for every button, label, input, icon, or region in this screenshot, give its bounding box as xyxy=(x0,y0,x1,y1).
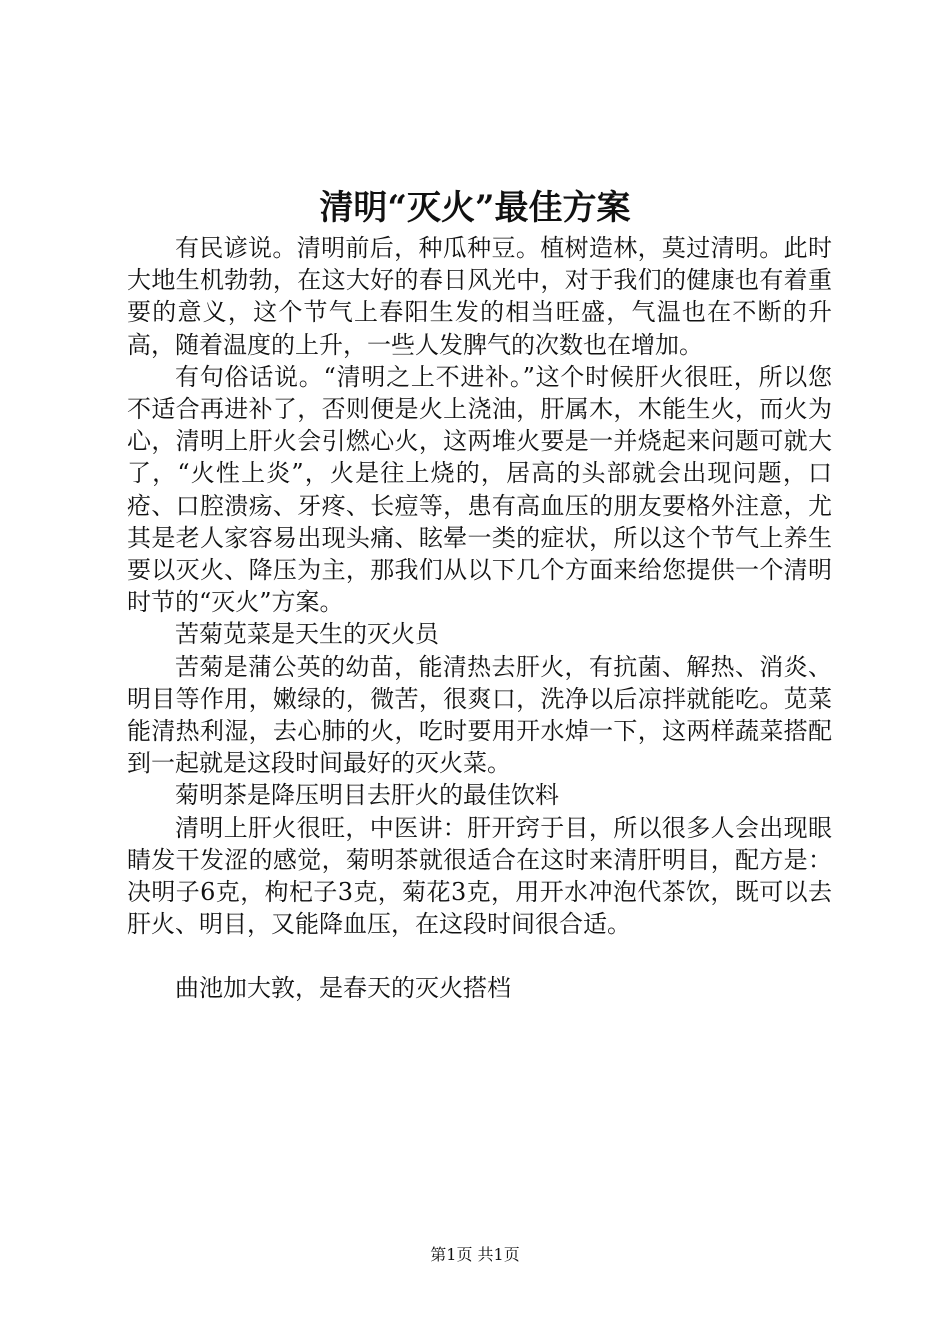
paragraph-juming-tea: 清明上肝火很旺，中医讲：肝开窍于目，所以很多人会出现眼睛发干发涩的感觉，菊明茶就很适合在这时来清肝明目，配方是：决明子6克，枸杞子3克，菊花3克，用开水冲泡代茶饮，既可以去肝火、明目，又能降血压，在这段时间很合适。 xyxy=(127,813,832,939)
document-body xyxy=(127,232,832,1005)
paragraph-intro: 有民谚说。清明前后，种瓜种豆。植树造林，莫过清明。此时大地生机勃勃，在这大好的春日风光中，对于我们的健康也有着重要的意义，这个节气上春阳生发的相当旺盛，气温也在不断的升高，随着温度的上升，一些人发脾气的次数也在增加。 xyxy=(127,234,832,359)
section-heading-juming-tea: 菊明茶是降压明目去肝火的最佳饮料 xyxy=(175,781,559,810)
paragraph-kuju: 苦菊是蒲公英的幼苗，能清热去肝火，有抗菌、解热、消炎、明目等作用，嫩绿的，微苦，很爽口，洗净以后凉拌就能吃。苋菜能清热利湿，去心肺的火，吃时要用开水焯一下，这两样蔬菜搭配到一起就是这段时间最好的灭火菜。 xyxy=(127,652,832,778)
page-footer: 第1页 共1页 xyxy=(430,1245,520,1264)
section-heading-quchi: 曲池加大敦，是春天的灭火搭档 xyxy=(175,974,511,1003)
page-title: 清明“灭火”最佳方案 xyxy=(319,188,631,228)
section-heading-kuju: 苦菊苋菜是天生的灭火员 xyxy=(175,620,439,649)
paragraph-saying: 有句俗话说。“清明之上不进补。”这个时候肝火很旺，所以您不适合再进补了，否则便是火上浇油，肝属木，木能生火，而火为心，清明上肝火会引燃心火，这两堆火要是一并烧起来问题可就大了，“火性上炎”，火是往上烧的，居高的头部就会出现问题，口疮、口腔溃疡、牙疼、长痘等，患有高血压的朋友要格外注意，尤其是老人家容易出现头痛、眩晕一类的症状，所以这个节气上养生要以灭火、降压为主，那我们从以下几个方面来给您提供一个清明时节的“灭火”方案。 xyxy=(127,362,832,617)
